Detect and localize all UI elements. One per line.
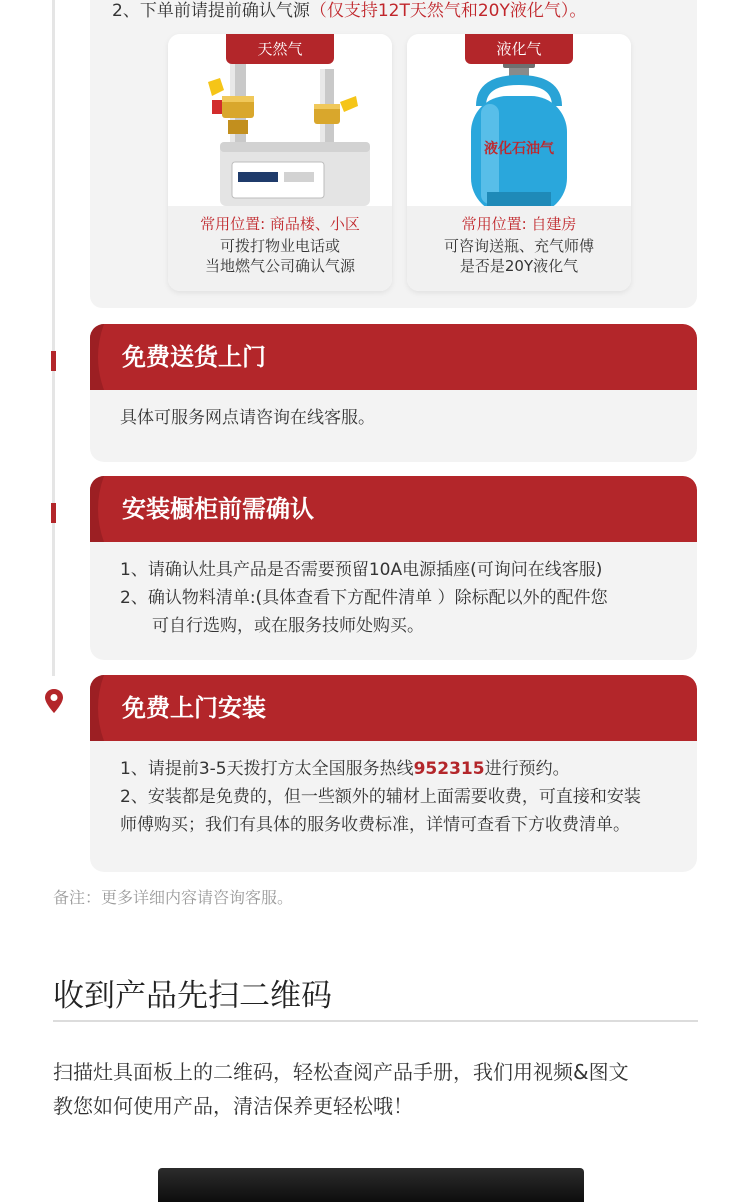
step-title: 安装橱柜前需确认 bbox=[122, 495, 314, 523]
lpg-desc-line1: 可咨询送瓶、充气师傅 bbox=[443, 237, 594, 255]
natural-gas-location: 常用位置: 商品楼、小区 bbox=[200, 215, 360, 233]
qr-desc-line: 扫描灶具面板上的二维码，轻松查阅产品手册，我们用视频&图文 bbox=[53, 1060, 629, 1084]
qr-section-title: 收到产品先扫二维码 bbox=[53, 978, 332, 1014]
lpg-location: 常用位置: 自建房 bbox=[461, 215, 577, 233]
gas-source-note bbox=[112, 0, 586, 21]
natural-gas-info bbox=[168, 206, 392, 291]
location-pin-icon bbox=[44, 688, 64, 714]
step-text bbox=[120, 755, 669, 783]
service-hotline[interactable]: 952315 bbox=[413, 759, 485, 779]
step-title: 免费送货上门 bbox=[122, 343, 266, 371]
step-header bbox=[90, 476, 697, 542]
natural-gas-tag: 天然气 bbox=[226, 34, 334, 64]
step-text-part: 1、请提前3-5天拨打方太全国服务热线 bbox=[120, 759, 414, 779]
step-body bbox=[90, 390, 697, 432]
timeline-marker bbox=[51, 503, 56, 523]
natural-gas-desc-line1: 可拨打物业电话或 bbox=[219, 237, 340, 255]
step-header bbox=[90, 324, 697, 390]
lpg-tank-label: 液化石油气 bbox=[484, 141, 554, 157]
step-header bbox=[90, 675, 697, 741]
header-wave-decor bbox=[90, 324, 120, 390]
header-wave-decor bbox=[90, 675, 120, 741]
step-text: 2、安装都是免费的，但一些额外的辅材上面需要收费，可直接和安装 bbox=[120, 787, 641, 807]
timeline-marker bbox=[51, 351, 56, 371]
footnote: 备注：更多详细内容请咨询客服。 bbox=[53, 888, 294, 907]
lpg-tag: 液化气 bbox=[465, 34, 573, 64]
natural-gas-desc-line2: 当地燃气公司确认气源 bbox=[204, 257, 355, 275]
section-divider bbox=[53, 1020, 698, 1022]
header-wave-decor bbox=[90, 476, 120, 542]
step-text: 具体可服务网点请咨询在线客服。 bbox=[120, 408, 375, 428]
step-cabinet-confirm bbox=[90, 476, 697, 660]
step-body bbox=[90, 542, 697, 640]
qr-desc-line: 教您如何使用产品，清洁保养更轻松哦！ bbox=[53, 1094, 413, 1118]
step-body bbox=[90, 741, 697, 839]
step-text: 可自行选购，或在服务技师处购买。 bbox=[152, 616, 424, 636]
qr-section-desc bbox=[53, 1055, 713, 1123]
step-text: 1、请确认灶具产品是否需要预留10A电源插座(可询问在线客服) bbox=[120, 560, 603, 580]
step-title: 免费上门安装 bbox=[122, 694, 266, 722]
lpg-card bbox=[407, 34, 631, 291]
step-free-install bbox=[90, 675, 697, 872]
lpg-info bbox=[407, 206, 631, 291]
gas-source-note-highlight: （仅支持12T天然气和20Y液化气）。 bbox=[309, 1, 587, 21]
step-free-delivery bbox=[90, 324, 697, 462]
step-text: 2、确认物料清单:(具体查看下方配件清单 ）除标配以外的配件您 bbox=[120, 588, 608, 608]
lpg-desc-line2: 是否是20Y液化气 bbox=[459, 257, 579, 275]
step-text-part: 进行预约。 bbox=[484, 759, 570, 779]
step-text: 师傅购买；我们有具体的服务收费标准，详情可查看下方收费清单。 bbox=[120, 815, 630, 835]
timeline-line bbox=[52, 0, 55, 676]
cooktop-image bbox=[158, 1168, 584, 1202]
gas-source-note-prefix: 2、下单前请提前确认气源 bbox=[112, 1, 310, 21]
natural-gas-card bbox=[168, 34, 392, 291]
